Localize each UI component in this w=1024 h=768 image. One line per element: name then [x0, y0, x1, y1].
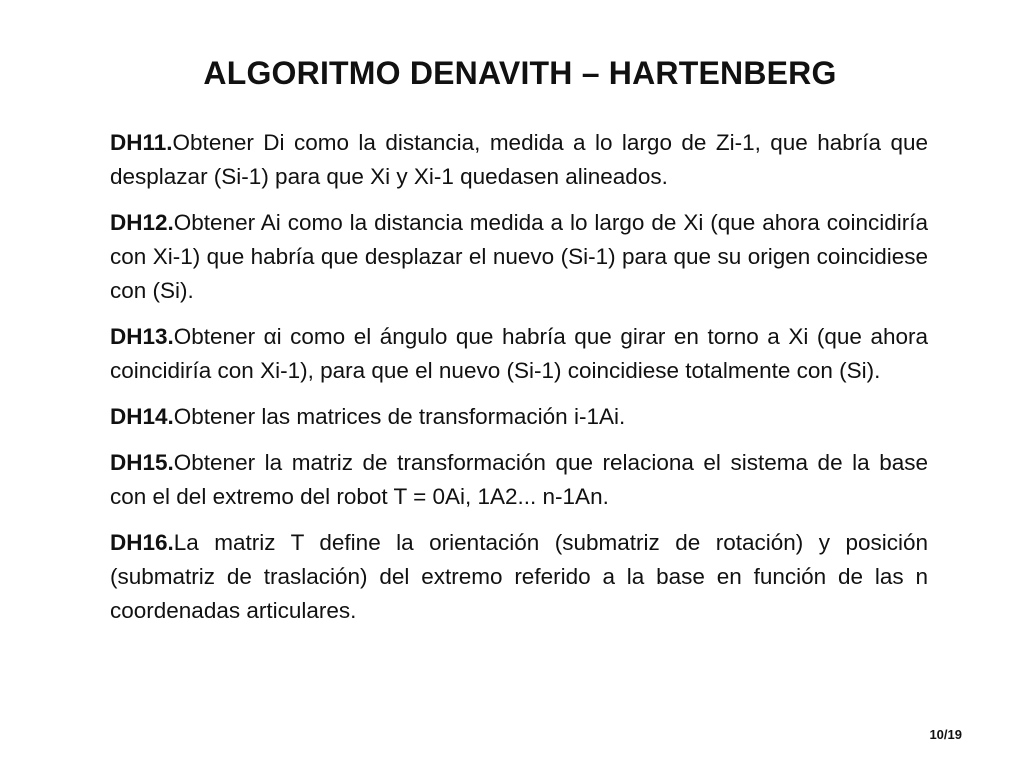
step-label: DH12. [110, 210, 174, 235]
step-text: Obtener la matriz de transformación que relaciona el sistema de la base con el del extremo del robot T = 0Ai, 1A2... n-1An. [110, 450, 928, 509]
step-label: DH15. [110, 450, 174, 475]
step-text: Obtener Ai como la distancia medida a lo largo de Xi (que ahora coincidiría con Xi-1) que habría que desplazar el nuevo (Si-1) para que su origen coincidiese con (Si). [110, 210, 928, 303]
step-label: DH13. [110, 324, 174, 349]
page-number: 10/19 [929, 727, 962, 742]
step-text: Obtener Di como la distancia, medida a lo largo de Zi-1, que habría que desplazar (Si-1) para que Xi y Xi-1 quedasen alineados. [110, 130, 928, 189]
step-text: Obtener las matrices de transformación i-1Ai. [173, 404, 626, 429]
step-dh12 [110, 206, 928, 308]
step-dh11 [110, 126, 928, 194]
step-dh15 [110, 446, 928, 514]
step-label: DH14. [110, 404, 174, 429]
step-text: Obtener αi como el ángulo que habría que girar en torno a Xi (que ahora coincidiría con Xi-1), para que el nuevo (Si-1) coincidiese totalmente con (Si). [110, 324, 928, 383]
step-dh16 [110, 526, 928, 628]
step-dh14 [110, 400, 928, 434]
steps-list [110, 126, 928, 640]
step-text: La matriz T define la orientación (submatriz de rotación) y posición (submatriz de traslación) del extremo referido a la base en función de las n coordenadas articulares. [110, 530, 928, 623]
step-label: DH16. [110, 530, 174, 555]
step-label: DH11. [110, 130, 173, 155]
step-dh13 [110, 320, 928, 388]
slide-title: ALGORITMO DENAVITH – HARTENBERG [203, 55, 837, 91]
